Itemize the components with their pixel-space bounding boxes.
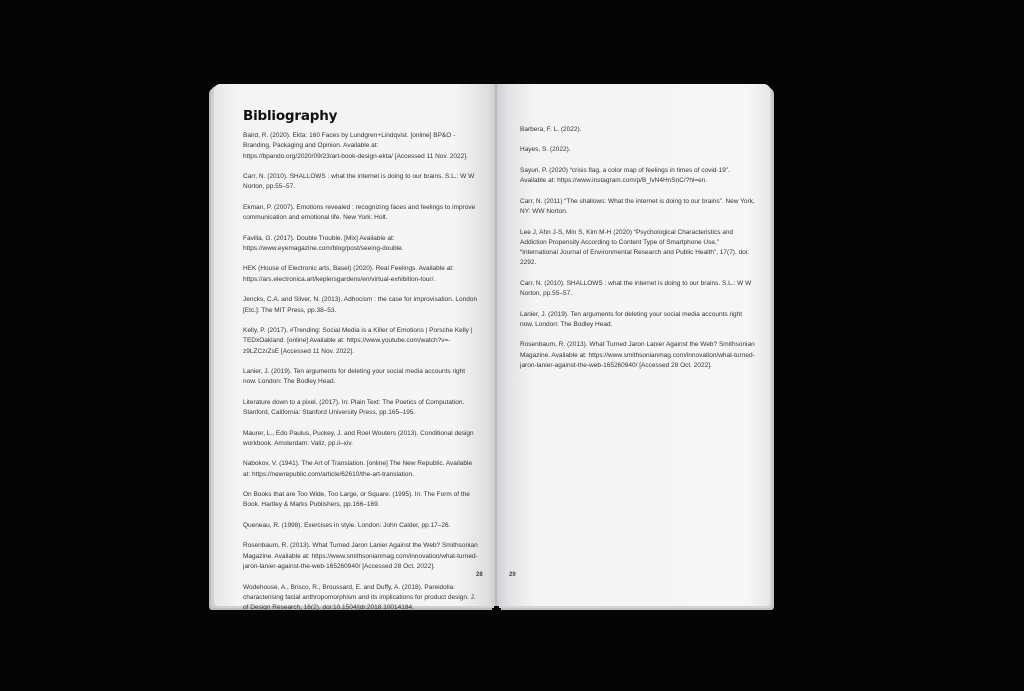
bibliography-entry: Rosenbaum, R. (2013). What Turned Jaron Lanier Against the Web? Smithsonian Magazine. Available at: https://www.smithsonianmag.com/innovation/what-turned-jaron-lanier-against-the-web-165260940/ [Accessed 28 Oct. 2022].	[520, 341, 755, 370]
bibliography-entry: Maurer, L., Edo Paulus, Puckey, J. and Roel Wouters (2013). Conditional design workbook. Amsterdam: Valiz, pp.ii–xiv.	[243, 429, 474, 447]
bibliography-entry: Hayes, S. (2022).	[520, 146, 571, 154]
bibliography-entry: Jencks, C.A. and Silver, N. (2013). Adhocism : the case for improvisation. London [Etc.]: The MIT Press, pp.38–53.	[243, 296, 478, 314]
bibliography-list-right	[520, 125, 755, 382]
bibliography-entry: Carr, N. (2010). SHALLOWS : what the internet is doing to our brains. S.L.: W W Norton, pp.55–57.	[520, 279, 752, 298]
bibliography-entry: On Books that are Too Wide, Too Large, or Square. (1995). In: The Form of the Book. Hartley & Marks Publishers, pp.166–169.	[243, 491, 470, 509]
page-title: Bibliography	[243, 108, 338, 124]
right-page	[497, 84, 770, 606]
bibliography-entry: Kelly, P. (2017). #Trending: Social Media is a Killer of Emotions | Porsche Kelly | TEDxOakland. [online] Available at: https://www.youtube.com/watch?v=-z9LZCzrZsE [Accessed 11 Nov. 2022].	[243, 326, 473, 355]
open-booklet	[214, 78, 770, 613]
bibliography-entry: Baird, R. (2020). Ekta: 160 Faces by Lundgren+Lindqvist. [online] BP&O - Branding, Packaging and Opinion. Available at: https://bpando.org/2020/09/23/art-book-design-ekta/ [Accessed 11 Nov. 2022].	[243, 132, 468, 160]
bibliography-entry: Carr, N. (2010). SHALLOWS : what the internet is doing to our brains. S.L.: W W Norton, pp.55–57.	[243, 173, 475, 191]
bibliography-entry: Lee J, Ahn J-S, Min S, Kim M-H (2020) “Psychological Characteristics and Addiction Propensity According to Content Type of Smartphone Use,” “International Journal of Environmental Research and Public Health”, 17(7). doi: 2292.	[520, 228, 750, 267]
bibliography-entry: Queneau, R. (1998). Exercises in style. London: John Calder, pp.17–26.	[243, 521, 451, 529]
bibliography-entry: Ekman, P. (2007). Emotions revealed : recognizing faces and feelings to improve communication and emotional life. New York: Holt.	[243, 203, 476, 222]
bibliography-entry: Carr, N. (2011) “The shallows: What the internet is doing to our brains”. New York, NY: WW Norton.	[520, 197, 755, 216]
bibliography-entry: Rosenbaum, R. (2013). What Turned Jaron Lanier Against the Web? Smithsonian Magazine. Available at: https://www.smithsonianmag.com/innovation/what-turned-jaron-lanier-against-the-web-165260940/ [Accessed 28 Oct. 2022].	[243, 542, 478, 571]
left-page	[214, 84, 497, 612]
bibliography-list-left	[243, 131, 478, 624]
bibliography-entry: Wodehouse, A., Brisco, R., Broussard, E. and Duffy, A. (2018). Pareidolia: characterising facial anthropomorphism and its implications for product design. J. of Design Research, 16(2). doi:10.1504/jdr.2018.10014184.	[243, 583, 476, 612]
bibliography-entry: Barbera, F. L. (2022).	[520, 126, 582, 133]
bibliography-entry: Literature down to a pixel. (2017). In: Plain Text: The Poetics of Computation. Stanford, California: Stanford University Press, pp.165–195.	[243, 398, 465, 417]
bibliography-entry: Sayuri, P. (2020) “crisis flag, a color map of feelings in times of covid-19”. Available at: https://www.instagram.com/p/B_lvN4HnSnC/?hl=en.	[520, 166, 730, 185]
bibliography-entry: Lanier, J. (2019). Ten arguments for deleting your social media accounts right now. London: The Bodley Head.	[243, 368, 466, 386]
page-number-right: 29	[509, 572, 516, 578]
page-number-left: 28	[476, 572, 483, 578]
bibliography-entry: Nabokov, V. (1941). The Art of Translation. [online] The New Republic. Available at: https://newrepublic.com/article/62610/the-art-translation.	[243, 460, 473, 478]
bibliography-entry: Favilla, G. (2017). Double Trouble. [Mix] Available at: https://www.eyemagazine.com/blog/post/seeing-double.	[243, 234, 404, 252]
bibliography-entry: Lanier, J. (2019). Ten arguments for deleting your social media accounts right now. London: The Bodley Head.	[520, 310, 743, 328]
bibliography-entry: HEK (House of Electronic arts, Basel) (2020). Real Feelings. Available at: https://ars.electronica.art/keplersgardens/en/virtual-exhibition-tour/.	[243, 265, 454, 283]
